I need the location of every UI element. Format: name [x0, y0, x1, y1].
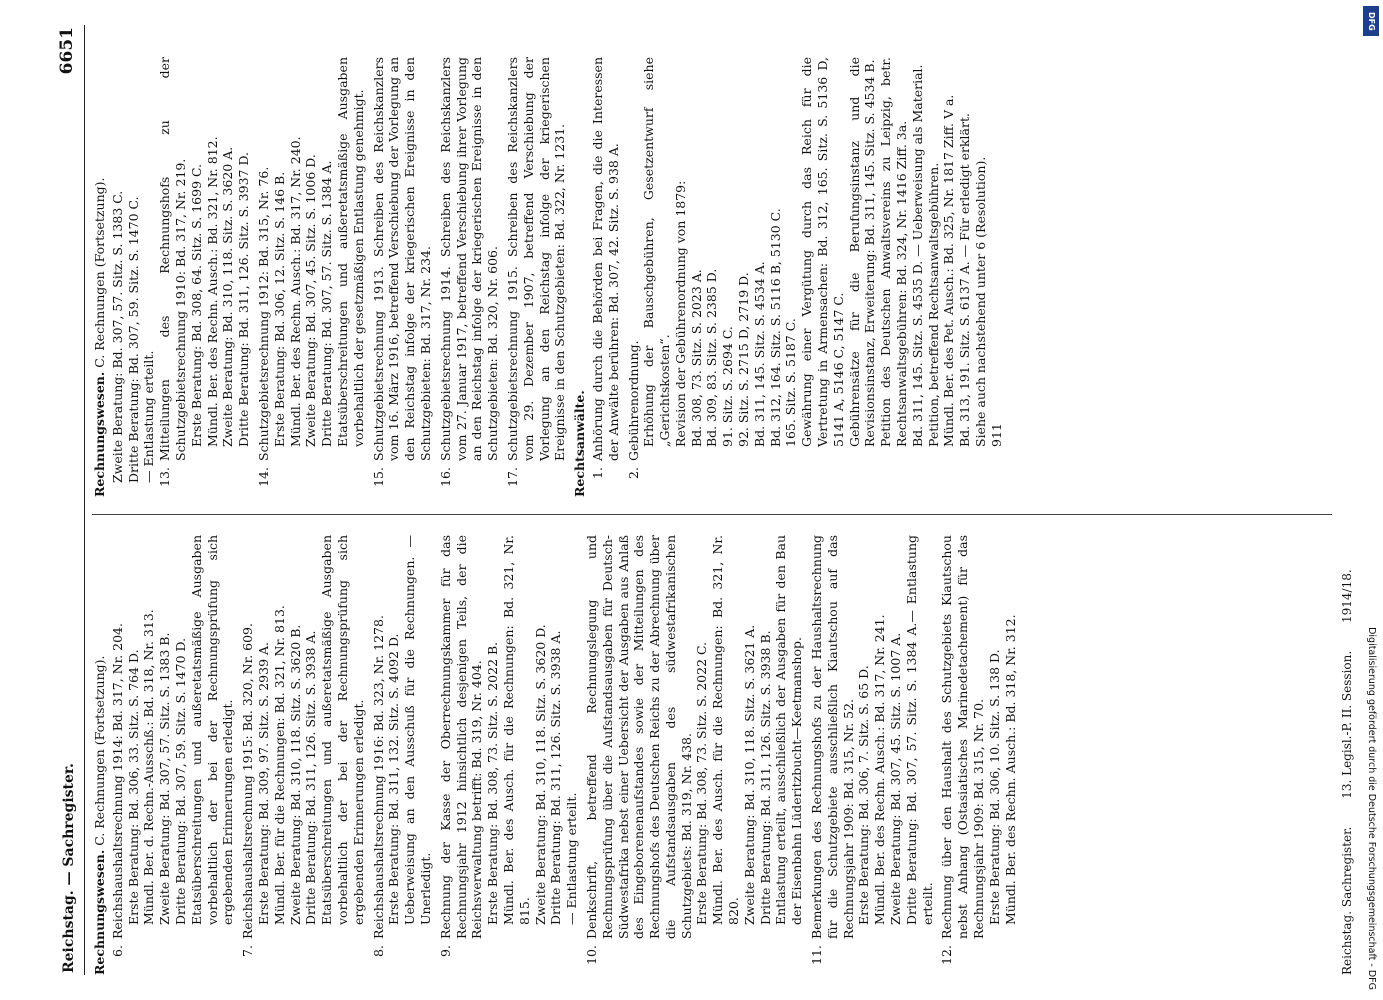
entry-line: Mündl. Ber. des Pet. Ausch.: Bd. 325, Nr. 1817 Ziff. V a. [941, 94, 957, 447]
footer-right: 1914/18. [1340, 569, 1354, 623]
entry-line: Mündl. Ber. des Rechn. Ausch.: Bd. 317, Nr. 240. [287, 136, 303, 447]
section-heading-bold: Rechnungswesen. [92, 371, 107, 497]
entry-line: Petition des Deutschen Anwaltsvereins zu Leipzig, betr. Rechtsanwaltsgebühren: Bd. 324, Nr. 1416 Ziff. 3a. [878, 57, 910, 447]
entry-line: Dritte Beratung: Bd. 307, 57. Sitz. S. 1384 A. [319, 160, 335, 447]
entry-line: Erste Beratung: Bd. 308, 73. Sitz. S. 2022 C. [694, 641, 710, 925]
page-footer [1340, 25, 1356, 975]
entry-line: Zweite Beratung: Bd. 307, 45. Sitz. S. 1007 A. [888, 632, 904, 925]
entry-title: Rechnung der Kasse der Oberrechnungskammer für das Rechnungsjahr 1912 hinsichtlich desjenigen Teils, der die Reichsverwaltung betrifft: Bd. 319, Nr. 404. [437, 535, 485, 939]
entry-line: Revision der Gebührenordnung von 1879: [672, 180, 688, 447]
entry-number: 8. [370, 945, 386, 957]
entry-body [371, 57, 434, 461]
entry-line: Mündl. Ber. des Rechn. Ausch.: Bd. 317, Nr. 241. [872, 614, 888, 925]
entry-line: Etatsüberschreitungen und außeretatsmäßige Ausgaben vorbehaltlich der gesetzmäßigen Entlastung genehmigt. [334, 57, 366, 447]
entry-line: Mündl. Ber. für die Rechnungen: Bd. 321, Nr. 813. [271, 605, 287, 925]
column-divider [92, 514, 1332, 515]
entry-line: Mündl. Ber. d. Rechn.-Ausschß.: Bd. 318, Nr. 313. [141, 609, 157, 925]
entry-title: Reichshaushaltsrechnung 1915: Bd. 320, Nr. 609. [240, 623, 256, 939]
entry-body [584, 535, 805, 939]
entry-body [626, 57, 1005, 461]
entry-number: 2. [625, 467, 641, 479]
entry-line: Dritte Beratung: Bd. 307, 59. Sitz. S. 1470 D. [172, 637, 188, 925]
footer-left: Reichstag. Sachregister. [1340, 826, 1354, 975]
entry-title: Denkschrift, betreffend Rechnungslegung und Rechnungsprüfung über die Aufstandsausgaben für Deutsch-Südwestafrika nebst einer Uebersicht der Ausgaben aus Anlaß des Eingeborenenaufstandes sowie der Mitteilungen des Rechnungshofs des Deutschen Reichs zu der Abrechnung über die Aufstandsausgaben des südwestafrikanischen Schutzgebiets: Bd. 319, Nr. 438. [583, 535, 694, 939]
list-item [584, 535, 805, 975]
entry-title: Bemerkungen des Rechnungshofs zu der Haushaltsrechnung für die Schutzgebiete ausschließlich Kiautschou auf das Rechnungsjahr 1909: Bd. 315, Nr. 52. [809, 535, 856, 939]
entry-title: Mitteilungen des Rechnungshofs zu der Schutzgebietsrechnung 1910: Bd. 317, Nr. 219. [157, 57, 188, 461]
entry-line: Bd. 311, 145. Sitz. S. 4535 D. — Ueberweisung als Material. [909, 64, 925, 447]
entry-line: Zweite Beratung: Bd. 310, 118. Sitz. S. 3620 B. [287, 624, 303, 925]
entry-line: Bd. 312, 164. Sitz. S. 5116 B, 5130 C. [767, 208, 783, 447]
entry-line: — Entlastung erteilt. [564, 792, 580, 925]
entry-line: — Entlastung erteilt. [141, 350, 157, 483]
section-heading-rest: C. Rechnungen (Fortsetzung). [92, 655, 107, 850]
entry-line: Bd. 308, 73. Sitz. S. 2023 A. [688, 269, 704, 447]
entry-line: Erste Beratung: Bd. 306, 7. Sitz. S. 65 D. [856, 665, 872, 925]
entry-line: Erste Beratung: Bd. 306, 33. Sitz. S. 764 D. [125, 649, 141, 925]
entry-line: Dritte Beratung: Bd. 311, 126. Sitz. S. 3938 B. [757, 630, 773, 925]
section-heading [92, 535, 108, 975]
entry-number: 12. [939, 945, 955, 965]
entry-body [438, 535, 580, 939]
section-heading-bold: Rechnungswesen. [92, 849, 107, 975]
entry-line: 911 [988, 423, 1004, 447]
digitization-note-text: Digitalisierung gefördert durch die Deutsche Forschungsgemeinschaft - DFG [1366, 627, 1377, 990]
section-heading-bold: Rechtsanwälte. [572, 390, 588, 497]
entry-number: 1. [589, 467, 605, 479]
entry-line: Zweite Beratung: Bd. 310, 118. Sitz. S. 3620 D. [532, 624, 548, 925]
list-item [939, 535, 1018, 975]
entry-line: Gebührensätze für die Berufungsinstanz und die Revisionsinstanz, Erweiterung: Bd. 311, 145. Sitz. S. 4534 B. [846, 57, 878, 447]
list-item [809, 535, 935, 975]
entry-list [590, 57, 1005, 497]
entry-line: Zweite Beratung: Bd. 307, 57. Sitz. S. 1383 C. [109, 190, 125, 483]
digitization-note [1361, 10, 1379, 990]
dfg-logo: DFG [1363, 6, 1379, 36]
entry-number: 16. [437, 467, 453, 487]
list-item [371, 535, 434, 975]
list-item [157, 57, 252, 497]
entry-line: Entlastung erteilt, ausschließlich der Ausgaben für den Bau der Eisenbahn Lüderitzbucht—Keetmanshop. [773, 535, 805, 925]
list-item [371, 57, 434, 497]
page-header [58, 25, 85, 975]
continued-lines [110, 57, 157, 497]
entry-body [809, 535, 935, 939]
entry-line: Erhöhung der Bauschgebühren, Gesetzentwurf siehe „Gerichtskosten“. [641, 57, 673, 447]
entry-line: Erste Beratung: Bd. 306, 12. Sitz. S. 146 B. [271, 171, 287, 447]
entry-line: Mündl. Ber. des Ausch. für die Rechnungen: Bd. 321, Nr. 815. [500, 535, 532, 925]
entry-line: Petition, betreffend Rechtsanwaltsgebühren. [925, 162, 941, 447]
entry-line: Erste Beratung: Bd. 309, 97. Sitz. S. 2939 A. [255, 642, 271, 925]
entry-number: 11. [809, 945, 825, 965]
entry-title: Reichshaushaltsrechnung 1914: Bd. 317, Nr. 204. [109, 623, 125, 939]
entry-line: Zweite Beratung: Bd. 307, 57. Sitz. S. 1383 B. [157, 632, 173, 925]
entry-line: Bd. 313, 191. Sitz. S. 6137 A. — Für erledigt erklärt. [957, 113, 973, 447]
entry-line: Bd. 311, 145. Sitz. S. 4534 A. [751, 261, 767, 447]
entry-title: Schutzgebietsrechnung 1915. Schreiben des Reichskanzlers vom 29. Dezember 1907, betreffend Verschiebung der Vorlegung an den Reichstag infolge der kriegerischen Ereignisse in den Schutzgebieten: Bd. 322, Nr. 1231. [504, 57, 568, 461]
entry-number: 15. [370, 467, 386, 487]
page-number: 6651 [57, 27, 77, 75]
entry-body [505, 57, 568, 461]
section-heading [92, 57, 108, 497]
header-title: Reichstag. — Sachregister. [61, 763, 77, 973]
entry-list [110, 535, 1019, 975]
entry-body [110, 535, 236, 939]
rotated-page [58, 25, 1358, 975]
entry-title: Schutzgebietsrechnung 1914. Schreiben des Reichskanzlers vom 27. Januar 1917, betreffend Verschiebung ihrer Vorlegung an den Reichstag infolge der kriegerischen Ereignisse in den Schutzgebieten: Bd. 320, Nr. 606. [437, 57, 501, 461]
entry-title: Rechnung über den Haushalt des Schutzgebiets Kiautschou nebst Anhang (Ostasiatisches Marinedetachement) für das Rechnungsjahr 1909: Bd. 315, Nr. 70. [939, 535, 987, 939]
entry-line: Erste Beratung: Bd. 306, 10. Sitz. S. 138 D. [986, 649, 1002, 925]
entry-line: Erste Beratung: Bd. 308, 73. Sitz. S. 2022 B. [485, 641, 501, 925]
entry-line: Erste Beratung: Bd. 311, 132. Sitz. S. 4092 D. [386, 633, 402, 925]
entry-line: Mündl. Ber. des Rechn. Ausch.: Bd. 318, Nr. 312. [1002, 614, 1018, 925]
entry-body [590, 57, 622, 461]
entry-line: Etatsüberschreitungen und außeretatsmäßige Ausgaben vorbehaltlich der bei der Rechnungsprüfung sich ergebenden Erinnerungen erledigt. [319, 535, 366, 925]
entry-title: Anhörung durch die Behörden bei Fragen, die die Interessen der Anwälte berühren: Bd. 307, 42. Sitz. S. 938 A. [589, 57, 621, 461]
section-heading-rechtsanwaelte [572, 57, 588, 497]
entry-line: 91. Sitz. S. 2694 C. [720, 326, 736, 447]
entry-body [939, 535, 1018, 939]
list-item [505, 57, 568, 497]
footer-middle: 13. Legisl.-P. II. Session. [1340, 650, 1354, 799]
list-item [110, 535, 236, 975]
entry-title: Gebührenordnung. [625, 340, 641, 461]
entry-body [371, 535, 434, 939]
entry-number: 14. [255, 467, 271, 487]
entry-number: 13. [157, 467, 173, 487]
entry-body [438, 57, 501, 461]
entry-number: 17. [504, 467, 520, 487]
entry-number: 9. [437, 945, 453, 957]
entry-list [157, 57, 568, 497]
entry-title: Schutzgebietsrechnung 1912: Bd. 315, Nr. 76. [255, 166, 271, 461]
entry-line: Ueberweisung an den Ausschuß für die Rechnungen. — Unerledigt. [402, 535, 433, 925]
entry-title: Schutzgebietsrechnung 1913. Schreiben des Reichskanzlers vom 16. März 1916, betreffend Verschiebung der Vorlegung an den Reichstag infolge der kriegerischen Ereignisse in den Schutzgebieten: Bd. 317, Nr. 234. [370, 57, 433, 461]
entry-body [157, 57, 252, 461]
entry-line: Zweite Beratung: Bd. 307, 45. Sitz. S. 1006 D. [303, 154, 319, 447]
entry-line: Gewährung einer Vergütung durch das Reich für die Vertretung in Armensachen: Bd. 312, 165. Sitz. S. 5136 D, 5141 A, 5146 C, 5147 C. [799, 57, 846, 447]
entry-number: 7. [240, 945, 256, 957]
entry-number: 6. [109, 945, 125, 957]
entry-line: 165. Sitz. S. 5187 C. [783, 318, 799, 447]
entry-line: Dritte Beratung: Bd. 307, 59. Sitz. S. 1470 C. [125, 196, 141, 483]
entry-line: 92. Sitz. S. 2715 D, 2719 D. [736, 272, 752, 447]
entry-line: Etatsüberschreitungen und außeretatsmäßige Ausgaben vorbehaltlich der bei der Rechnungsprüfung sich ergebenden Erinnerungen erledigt. [188, 535, 236, 925]
entry-body [240, 535, 366, 939]
entry-line: Erste Beratung: Bd. 308, 64. Sitz. S. 1699 C. [188, 163, 204, 447]
list-item [626, 57, 1005, 497]
list-item [438, 535, 580, 975]
entry-line: Zweite Beratung: Bd. 310, 118. Sitz. S. 3621 A. [741, 624, 757, 925]
entry-title: Reichshaushaltsrechnung 1916: Bd. 323, Nr. 1278. [370, 615, 386, 939]
entry-line: Dritte Beratung: Bd. 311, 126. Sitz. S. 3937 D. [236, 152, 252, 447]
right-column [92, 57, 1332, 497]
section-heading-rest: C. Rechnungen (Fortsetzung). [92, 177, 107, 372]
entry-line: Siehe auch nachstehend unter 6 (Resolution). [973, 156, 989, 447]
entry-body [256, 57, 367, 461]
entry-line: Mündl. Ber. des Rechn. Ausch.: Bd. 321, Nr. 812. [204, 136, 220, 447]
entry-line: Bd. 309, 83. Sitz. S. 2385 D. [704, 268, 720, 447]
entry-line: Dritte Beratung: Bd. 311, 126. Sitz. S. 3938 A. [303, 630, 319, 925]
list-item [240, 535, 366, 975]
entry-line: Zweite Beratung: Bd. 310, 118. Sitz. S. 3620 A. [220, 146, 236, 447]
entry-number: 10. [583, 945, 599, 965]
list-item [590, 57, 622, 497]
list-item [438, 57, 501, 497]
list-item [256, 57, 367, 497]
left-column [92, 535, 1332, 975]
entry-line: Dritte Beratung: Bd. 307, 57. Sitz. S. 1384 A.— Entlastung erteilt. [903, 535, 935, 925]
entry-line: Dritte Beratung: Bd. 311, 126. Sitz. S. 3938 A. [548, 630, 564, 925]
entry-line: Mündl. Ber. des Ausch. für die Rechnungen: Bd. 321, Nr. 820. [710, 535, 742, 925]
